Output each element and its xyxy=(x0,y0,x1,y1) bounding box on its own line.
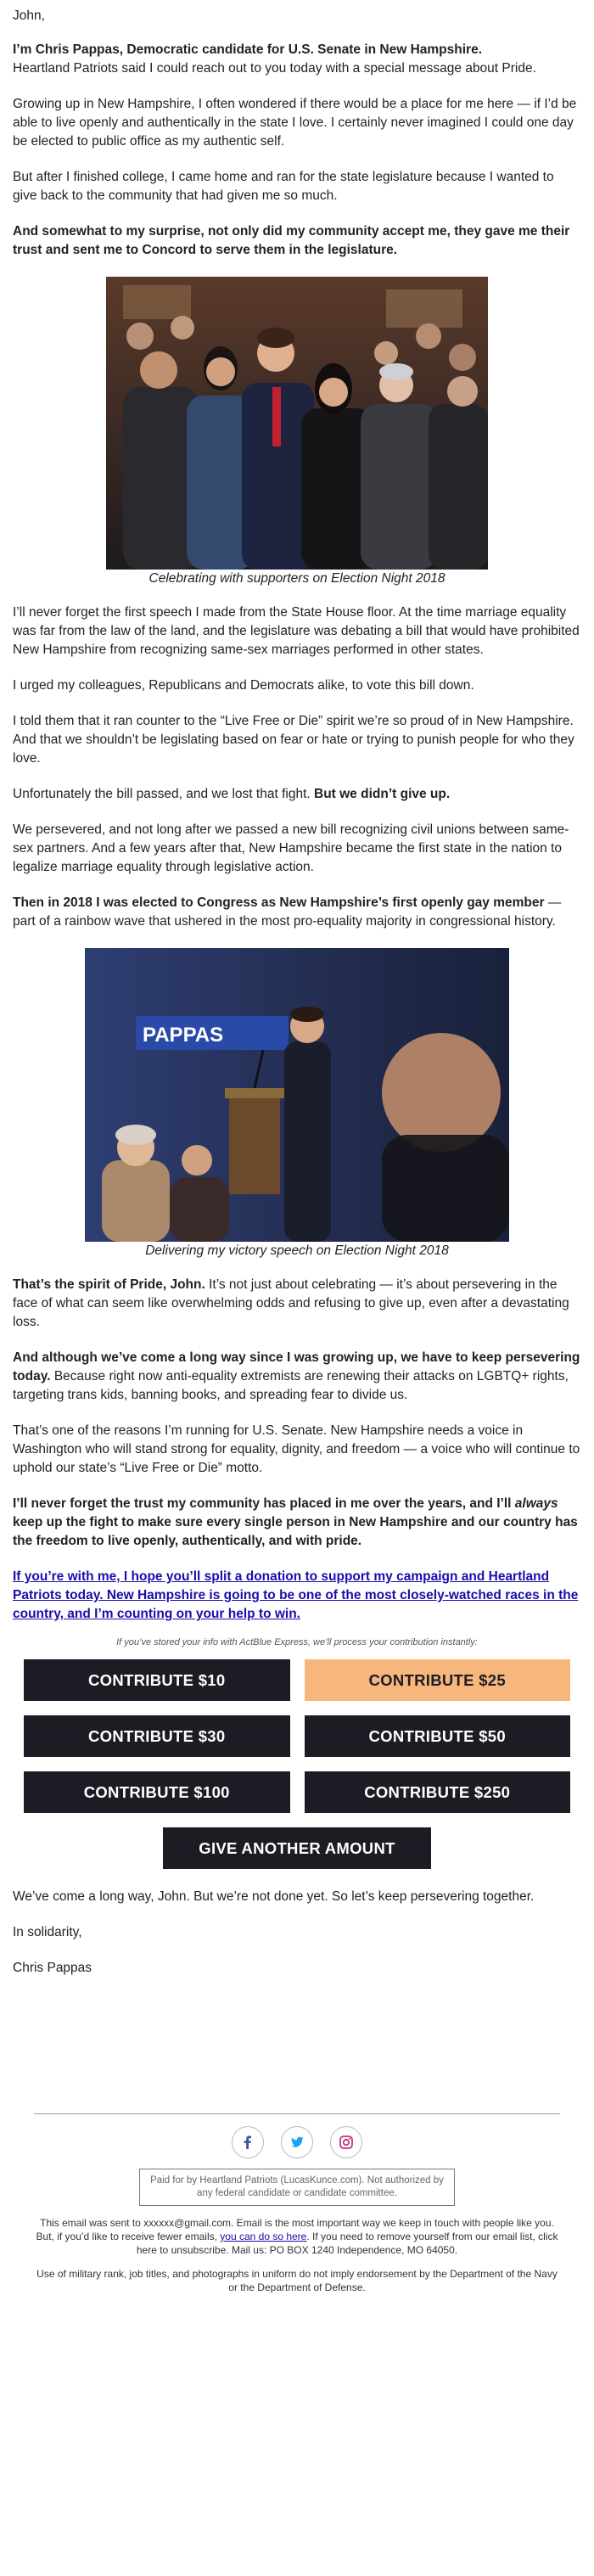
spacer xyxy=(13,1995,581,2113)
fewer-emails-link[interactable]: you can do so here xyxy=(220,2231,307,2242)
bill-passed-paragraph xyxy=(13,785,581,804)
email-info xyxy=(34,2216,560,2257)
contribute-250-button[interactable]: CONTRIBUTE $250 xyxy=(305,1771,571,1813)
urged-paragraph: I urged my colleagues, Republicans and Democrats alike, to vote this bill down. xyxy=(13,678,474,693)
social-links xyxy=(34,2126,560,2158)
greeting: John, xyxy=(13,8,45,23)
email-body xyxy=(13,0,581,2294)
elected-2018-rest: — part of a rainbow wave that ushered in the most pro-equality majority in congressional history. xyxy=(13,895,562,929)
surprise-bold: And somewhat to my surprise, not only did my community accept me, they gave me their trust and sent me to Concord to serve them in the legislature. xyxy=(13,224,570,257)
surprise-paragraph xyxy=(13,222,581,260)
instagram-icon[interactable] xyxy=(330,2126,362,2158)
paid-for-disclaimer: Paid for by Heartland Patriots (LucasKunce.com). Not authorized by any federal candidate or candidate committee. xyxy=(139,2169,455,2206)
bill-passed-text: Unfortunately the bill passed, and we lost that fight. xyxy=(13,787,311,801)
college-paragraph: But after I finished college, I came home and ran for the state legislature because I wanted to give back to the community that had given me so much. xyxy=(13,170,554,203)
contribute-25-button[interactable]: CONTRIBUTE $25 xyxy=(305,1659,571,1701)
contribute-100-button[interactable]: CONTRIBUTE $100 xyxy=(24,1771,290,1813)
persevered-paragraph: We persevered, and not long after we passed a new bill recognizing civil unions between same-sex partners. And a few years after that, New Hampshire became the first state in the nation to legalize marriage equality through legislative action. xyxy=(13,822,569,874)
closing-paragraph: We’ve come a long way, John. But we’re not done yet. So let’s keep persevering together. xyxy=(13,1889,535,1904)
spirit-paragraph xyxy=(13,1276,581,1332)
long-way-paragraph xyxy=(13,1349,581,1405)
pappas-sign-text: PAPPAS xyxy=(143,1024,224,1047)
elected-2018-bold: Then in 2018 I was elected to Congress as New Hampshire’s first openly gay member xyxy=(13,895,545,910)
spirit-bold: That’s the spirit of Pride, John. xyxy=(13,1277,205,1292)
contribute-buttons xyxy=(24,1659,570,1813)
first-speech-paragraph: I’ll never forget the first speech I made from the State House floor. At the time marriage equality was far from the law of the land, and the legislature was debating a bill that would have prohibited New Hampshire from recognizing same-sex marriages performed in other states. xyxy=(13,605,580,657)
growing-up-paragraph: Growing up in New Hampshire, I often wondered if there would be a place for me here — if I’d be able to live openly and authentically in the state I love. I certainly never imagined I could one day be elected to public office as my authentic self. xyxy=(13,97,577,149)
photo1-caption: Celebrating with supporters on Election Night 2018 xyxy=(148,571,446,586)
long-way-bold: And although we’ve come a long way since I was growing up, we have to keep persevering today. xyxy=(13,1350,580,1383)
donation-ask-paragraph xyxy=(13,1568,581,1624)
contribute-30-button[interactable]: CONTRIBUTE $30 xyxy=(24,1715,290,1757)
facebook-icon[interactable] xyxy=(232,2126,264,2158)
trust-part1: I’ll never forget the trust my community has placed in me over the years, and I’ll xyxy=(13,1496,512,1511)
military-disclaimer: Use of military rank, job titles, and photographs in uniform do not imply endorsement by the Department of the Navy or the Department of Defense. xyxy=(36,2268,558,2293)
photo2-caption: Delivering my victory speech on Election Night 2018 xyxy=(145,1243,449,1258)
supporters-photo xyxy=(106,277,488,570)
elected-2018-paragraph xyxy=(13,894,581,931)
contribute-50-button[interactable]: CONTRIBUTE $50 xyxy=(305,1715,571,1757)
contribute-10-button[interactable]: CONTRIBUTE $10 xyxy=(24,1659,290,1701)
spirit-rest: It’s not just about celebrating — it’s about persevering in the face of what can seem like overwhelming odds and refusing to give up, even after a devastating loss. xyxy=(13,1277,569,1329)
signature: Chris Pappas xyxy=(13,1961,92,1975)
twitter-icon[interactable] xyxy=(281,2126,313,2158)
trust-part2: keep up the fight to make sure every single person in New Hampshire and our country has the freedom to live openly, authentically, and with pride. xyxy=(13,1515,578,1548)
trust-paragraph xyxy=(13,1495,581,1551)
intro-bold: I’m Chris Pappas, Democratic candidate for U.S. Senate in New Hampshire. xyxy=(13,42,482,57)
reasons-paragraph: That’s one of the reasons I’m running for U.S. Senate. New Hampshire needs a voice in Washington who will stand strong for equality, dignity, and freedom — a voice who will continue to uphold our state’s “Live Free or Die” motto. xyxy=(13,1423,580,1475)
victory-speech-photo xyxy=(85,948,509,1242)
intro-paragraph xyxy=(13,41,581,78)
closing xyxy=(13,1888,581,1978)
give-another-amount-button[interactable]: GIVE ANOTHER AMOUNT xyxy=(163,1827,431,1869)
election-night-photo-block xyxy=(13,277,581,586)
told-them-paragraph: I told them that it ran counter to the “Live Free or Die” spirit we’re so proud of in New Hampshire. And that we shouldn’t be legislating based on fear or hate or trying to punish people for who they love. xyxy=(13,714,574,766)
intro-rest: Heartland Patriots said I could reach out to you today with a special message about Pride. xyxy=(13,61,536,76)
didnt-give-up-bold: But we didn’t give up. xyxy=(314,787,451,801)
footer xyxy=(34,2113,560,2294)
donation-ask-link[interactable]: If you’re with me, I hope you’ll split a donation to support my campaign and Heartland Patriots today. New Hampshire is going to be one of the most closely-watched races in the country, and I’m counting on your help to win. xyxy=(13,1569,579,1621)
sent-to-text: This email was sent to xxxxxx@gmail.com. Email is the most important way we keep in touch with people like you. But, if you’d like to receive fewer emails, xyxy=(36,2217,554,2242)
sent-to-rest: . If you need to remove yourself from our email list, click here to unsubscribe. Mail us: PO BOX 1240 Independence, MO 64050. xyxy=(136,2231,558,2256)
signoff: In solidarity, xyxy=(13,1925,82,1939)
trust-always: always xyxy=(514,1496,558,1511)
victory-photo-block xyxy=(13,948,581,1259)
actblue-note: If you’ve stored your info with ActBlue Express, we’ll process your contribution instantly: xyxy=(116,1637,478,1647)
long-way-rest: Because right now anti-equality extremists are renewing their attacks on LGBTQ+ rights, targeting trans kids, banning books, and spreading fear to divide us. xyxy=(13,1369,569,1402)
